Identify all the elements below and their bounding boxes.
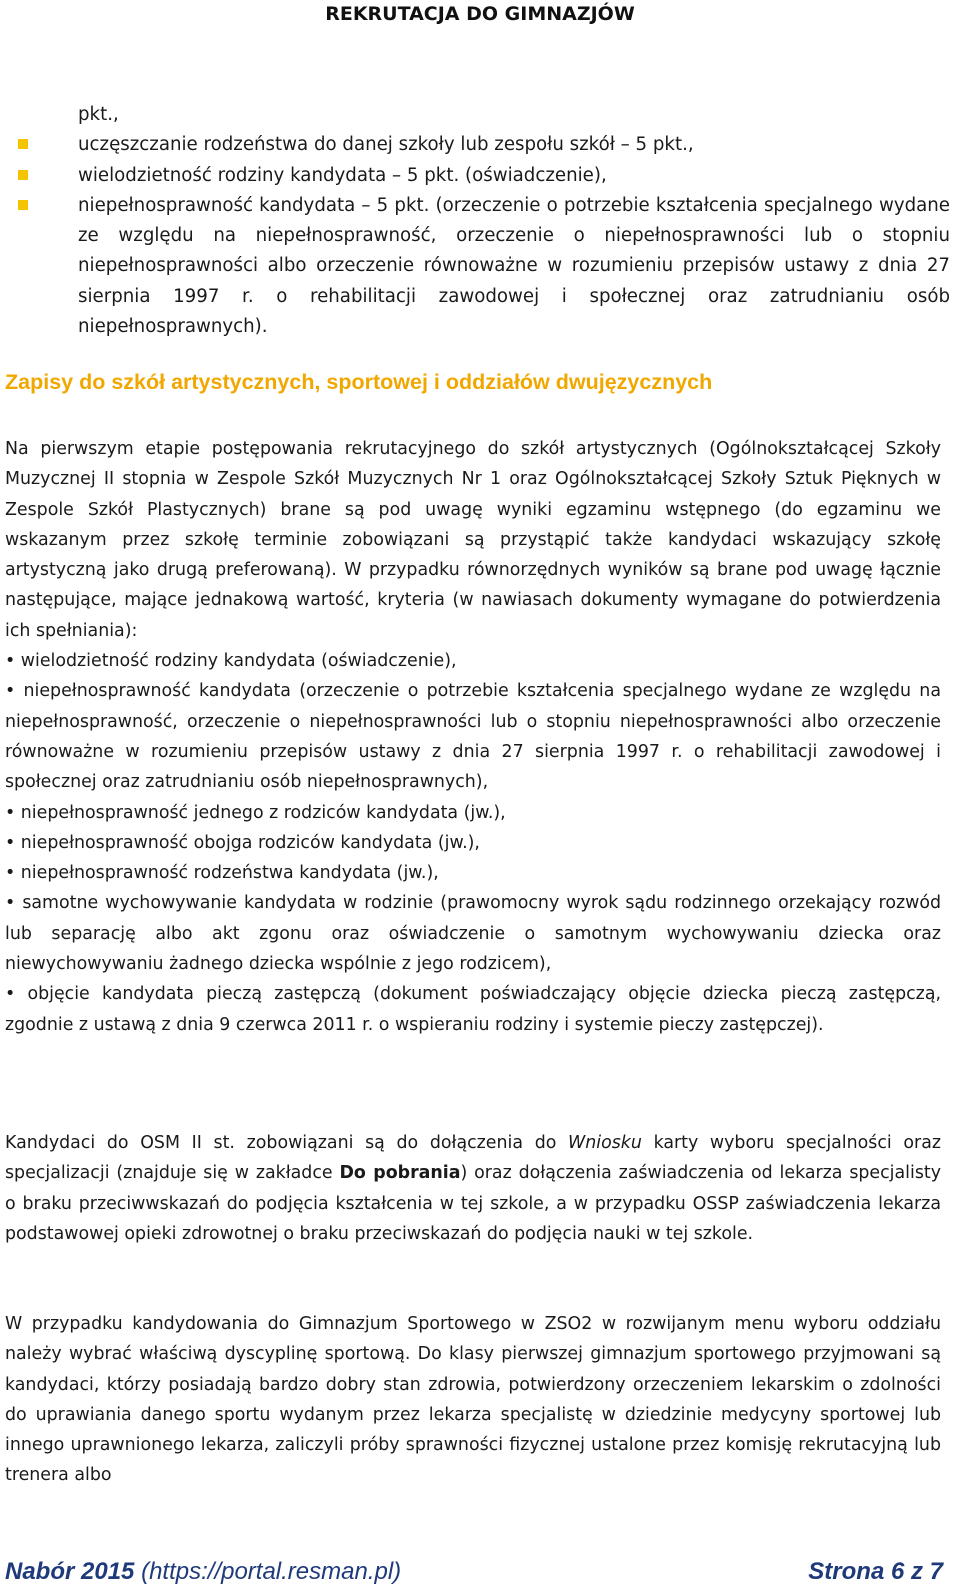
- page-number: Strona 6 z 7: [808, 1558, 943, 1585]
- criterion-item: • niepełnosprawność rodzeństwa kandydata (jw.),: [5, 863, 439, 884]
- footer-url: (https://portal.resman.pl): [141, 1558, 402, 1585]
- footer-brand: Nabór 2015: [5, 1558, 135, 1585]
- paragraph-osm: [5, 1128, 941, 1249]
- criterion-item: • objęcie kandydata pieczą zastępczą (dokument poświadczający objęcie dziecka pieczą zastępczą, zgodnie z ustawą z dnia 9 czerwca 2011 r. o wspieraniu rodziny i systemie pieczy zastępczej).: [5, 984, 941, 1035]
- list-item-text: uczęszczanie rodzeństwa do danej szkoły lub zespołu szkół – 5 pkt.,: [78, 134, 694, 156]
- paragraph-art-schools: [5, 434, 941, 1040]
- text-run: ) oraz dołączenia zaświadczenia od lekarza specjalisty o braku przeciwwskazań do podjęcia kształcenia w tej szkole, a w przypadku OSSP zaświadczenia lekarza podstawowej opieki zdrowotnej o braku przeciwskazań do podjęcia nauki w tej szkole.: [5, 1163, 941, 1244]
- square-bullet-icon: [18, 139, 28, 149]
- list-item: [18, 191, 950, 342]
- list-item: [18, 130, 950, 160]
- list-item-text: niepełnosprawność kandydata – 5 pkt. (orzeczenie o potrzebie kształcenia specjalnego wydane ze względu na niepełnosprawność, orzeczenie o niepełnosprawności lub o stopniu niepełnosprawności albo orzeczenie równoważne w rozumieniu przepisów ustawy z dnia 27 sierpnia 1997 r. o rehabilitacji zawodowej i społecznej oraz zatrudnianiu osób niepełnosprawnych).: [78, 194, 950, 338]
- page-header: REKRUTACJA DO GIMNAZJÓW: [325, 3, 635, 25]
- criteria-list: [18, 100, 950, 342]
- criterion-item: • niepełnosprawność kandydata (orzeczenie o potrzebie kształcenia specjalnego wydane ze względu na niepełnosprawność, orzeczenie o niepełnosprawności lub o stopniu niepełnosprawności albo orzeczenie równoważne w rozumieniu przepisów ustawy z dnia 27 sierpnia 1997 r. o rehabilitacji zawodowej i społecznej oraz zatrudnianiu osób niepełnosprawnych),: [5, 681, 941, 793]
- text-run: Kandydaci do OSM II st. zobowiązani są do dołączenia do: [5, 1133, 569, 1153]
- criterion-item: • samotne wychowywanie kandydata w rodzinie (prawomocny wyrok sądu rodzinnego orzekający rozwód lub separację albo akt zgonu oraz oświadczenie o samotnym wychowywaniu dziecka oraz niewychowywaniu żadnego dziecka wspólnie z jego rodzicem),: [5, 893, 941, 975]
- page-footer: [5, 1558, 943, 1592]
- square-bullet-icon: [18, 170, 28, 180]
- list-item: [18, 161, 950, 191]
- section-heading: Zapisy do szkół artystycznych, sportowej i oddziałów dwujęzycznych: [5, 370, 713, 394]
- criterion-item: • niepełnosprawność jednego z rodziców kandydata (jw.),: [5, 802, 506, 823]
- text-run: karty wyboru specjalności oraz specjalizacji (znajduje się w zakładce: [5, 1133, 941, 1184]
- do-pobrania-term: Do pobrania: [339, 1163, 461, 1184]
- list-item-text: wielodzietność rodziny kandydata – 5 pkt. (oświadczenie),: [78, 164, 607, 186]
- footer-left: [5, 1558, 401, 1586]
- square-bullet-icon: [18, 200, 28, 210]
- list-continuation: pkt.,: [78, 104, 119, 125]
- paragraph-intro: Na pierwszym etapie postępowania rekrutacyjnego do szkół artystycznych (Ogólnokształcącej Szkoły Muzycznej II stopnia w Zespole Szkół Muzycznych Nr 1 oraz Ogólnokształcącej Szkoły Sztuk Pięknych w Zespole Szkół Plastycznych) brane są pod uwagę wyniki egzaminu wstępnego (do egzaminu we wskazanym przez szkołę terminie zobowiązani są przystąpić także kandydaci wskazujący szkołę artystyczną jako drugą preferowaną). W przypadku równorzędnych wyników są brane pod uwagę łącznie następujące, mające jednakową wartość, kryteria (w nawiasach dokumenty wymagane do potwierdzenia ich spełniania):: [5, 439, 941, 641]
- criterion-item: • niepełnosprawność obojga rodziców kandydata (jw.),: [5, 832, 480, 853]
- paragraph-sport: W przypadku kandydowania do Gimnazjum Sportowego w ZSO2 w rozwijanym menu wyboru oddziału należy wybrać właściwą dyscyplinę sportową. Do klasy pierwszej gimnazjum sportowego przyjmowani są kandydaci, którzy posiadają bardzo dobry stan zdrowia, potwierdzony orzeczeniem lekarskim o zdolności do uprawiania danego sportu wydanym przez lekarza specjalistę w dziedzinie medycyny sportowej lub innego uprawnionego lekarza, zaliczyli próby sprawności fizycznej ustalone przez komisję rekrutacyjną lub trenera albo: [5, 1314, 941, 1486]
- wniosek-term: Wniosku: [568, 1133, 642, 1153]
- criterion-item: • wielodzietność rodziny kandydata (oświadczenie),: [5, 651, 457, 672]
